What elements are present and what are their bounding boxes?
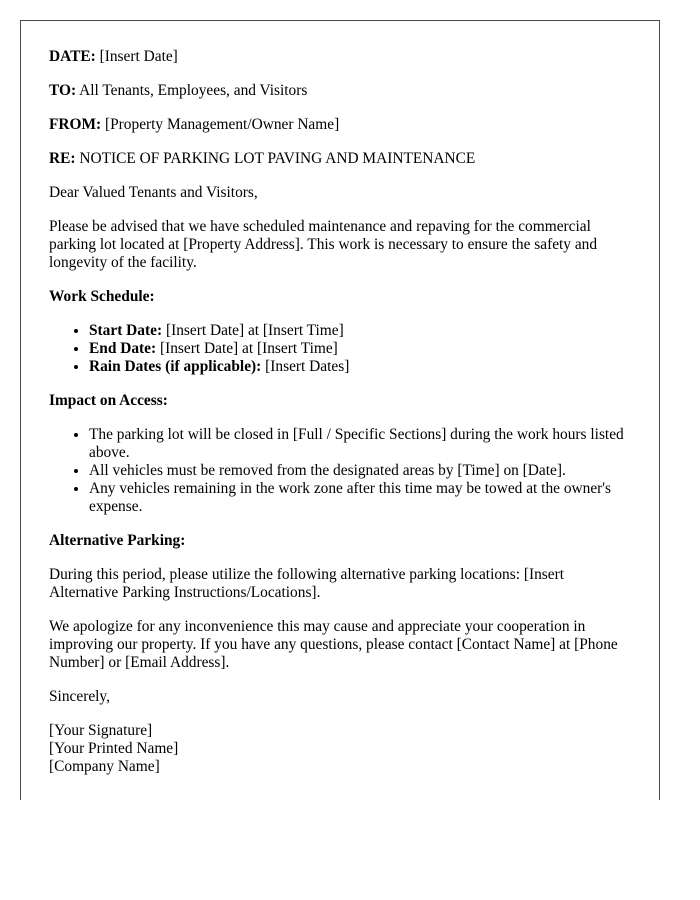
list-item: • The parking lot will be closed in [Full / Specific Sections] during the work hours listed above. (89, 426, 632, 462)
signature-block (49, 722, 632, 776)
to-line (49, 82, 632, 100)
to-label: TO: (49, 82, 77, 99)
re-value: NOTICE OF PARKING LOT PAVING AND MAINTENANCE (79, 150, 476, 167)
notice-document (20, 20, 660, 800)
intro-paragraph: Please be advised that we have scheduled maintenance and repaving for the commercial parking lot located at [Property Address]. This work is necessary to ensure the safety and longevity of the facility. (49, 218, 598, 271)
closing: Sincerely, (49, 688, 110, 705)
list-item: • All vehicles must be removed from the designated areas by [Time] on [Date]. (89, 462, 632, 480)
re-label: RE: (49, 150, 76, 167)
list-item: • Any vehicles remaining in the work zone after this time may be towed at the owner's expense. (89, 480, 632, 516)
impact-heading: Impact on Access: (49, 392, 168, 409)
impact-list (49, 426, 632, 516)
signature-line: [Your Signature] (49, 722, 153, 739)
from-line (49, 116, 632, 134)
alternative-parking-heading: Alternative Parking: (49, 532, 186, 549)
to-value: All Tenants, Employees, and Visitors (79, 82, 308, 99)
printed-name-line: [Your Printed Name] (49, 740, 179, 757)
work-schedule-list (49, 322, 632, 376)
date-value: [Insert Date] (99, 48, 178, 65)
list-item (89, 322, 632, 340)
company-name-line: [Company Name] (49, 758, 160, 775)
list-item (89, 340, 632, 358)
alternative-parking-paragraph: During this period, please utilize the following alternative parking locations: [Insert Alternative Parking Instructions/Locations]. (49, 566, 565, 601)
date-label: DATE: (49, 48, 96, 65)
from-label: FROM: (49, 116, 102, 133)
greeting: Dear Valued Tenants and Visitors, (49, 184, 258, 201)
date-line (49, 48, 632, 66)
start-date-value: [Insert Date] at [Insert Time] (165, 322, 344, 339)
rain-dates-label: Rain Dates (if applicable): (89, 358, 262, 375)
end-date-label: End Date: (89, 340, 157, 357)
end-date-value: [Insert Date] at [Insert Time] (159, 340, 338, 357)
apology-paragraph: We apologize for any inconvenience this may cause and appreciate your cooperation in improving our property. If you have any questions, please contact [Contact Name] at [Phone Number] or [Email Address]. (49, 618, 618, 671)
re-line (49, 150, 632, 168)
work-schedule-heading: Work Schedule: (49, 288, 155, 305)
start-date-label: Start Date: (89, 322, 163, 339)
from-value: [Property Management/Owner Name] (105, 116, 340, 133)
list-item (89, 358, 632, 376)
rain-dates-value: [Insert Dates] (265, 358, 350, 375)
